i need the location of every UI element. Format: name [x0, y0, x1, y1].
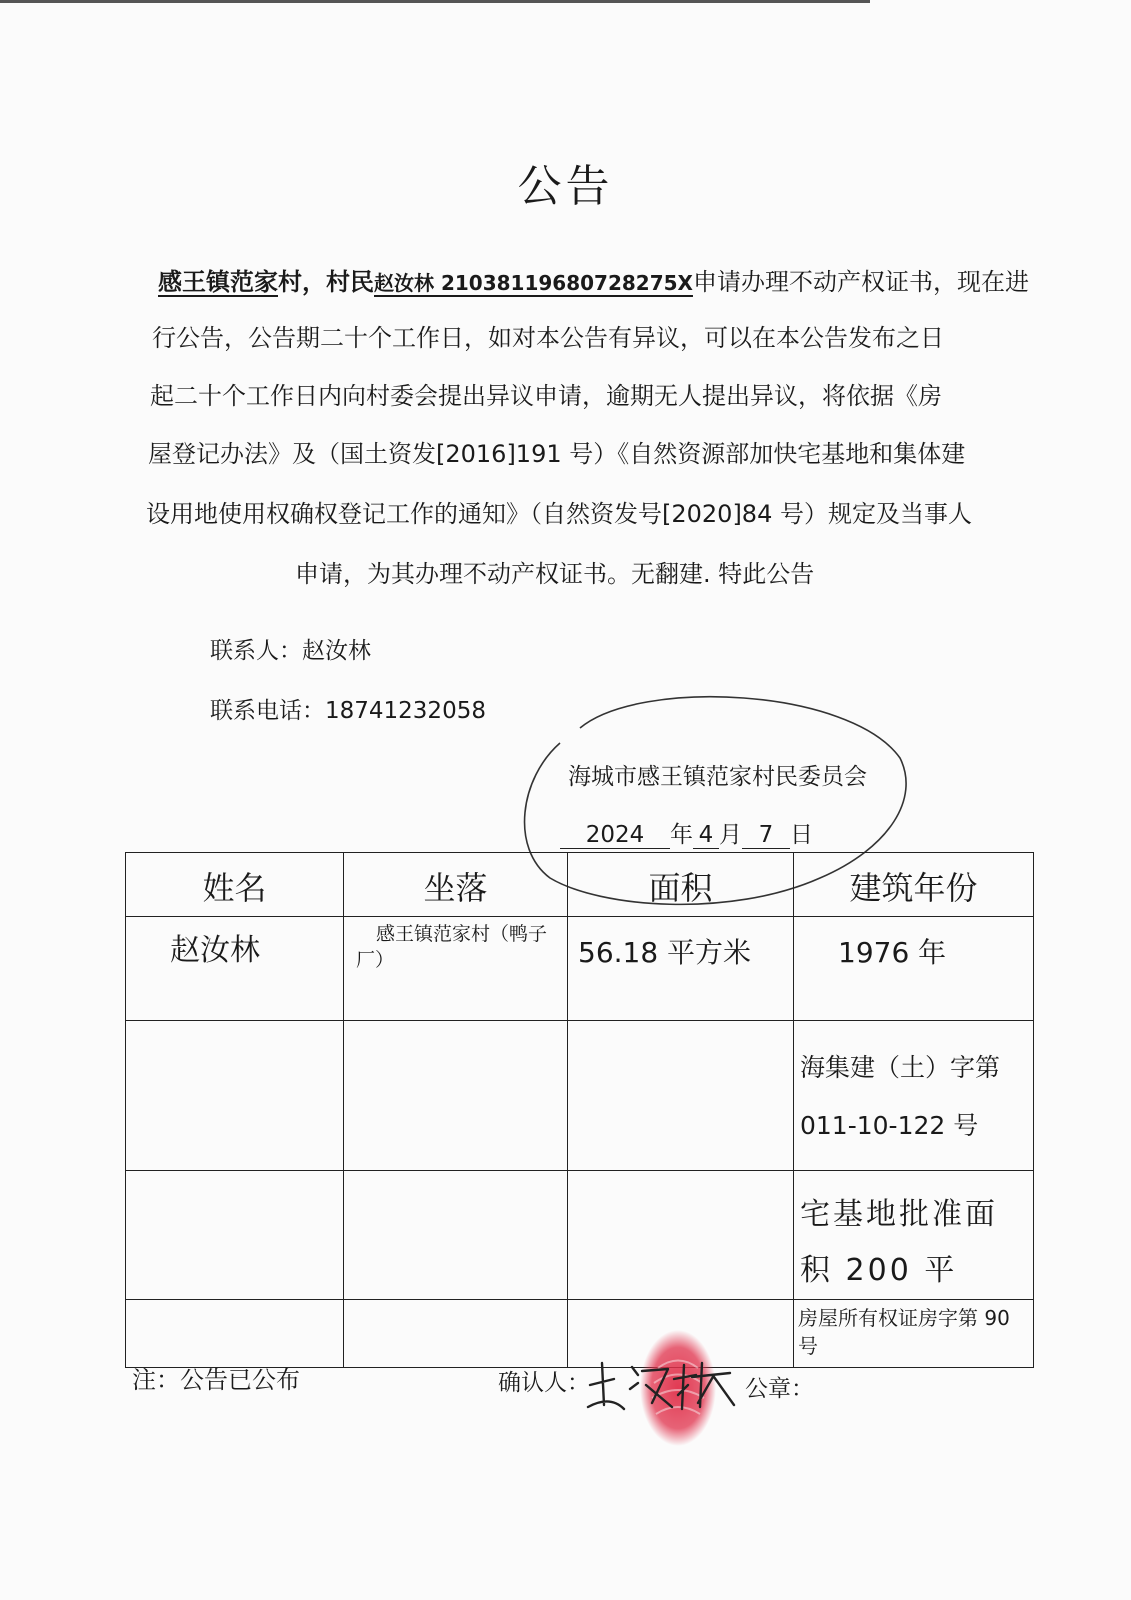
cell-land-cert	[794, 1021, 1034, 1171]
date-year-unit: 年	[670, 822, 693, 848]
cell-empty	[344, 1300, 568, 1368]
cell-homestead-area	[794, 1171, 1034, 1300]
header-area: 面积	[568, 853, 794, 917]
land-cert-line-2: 011-10-122 号	[800, 1111, 979, 1140]
contact-person: 联系人：赵汝林	[210, 638, 371, 664]
date-day: 7	[742, 822, 790, 849]
table-row	[126, 917, 1034, 1021]
date-month: 4	[693, 822, 719, 849]
village-name: 感王镇范家	[158, 268, 278, 296]
registration-table	[125, 852, 1034, 1368]
handwritten-signature	[580, 1345, 740, 1415]
cell-empty	[126, 1171, 344, 1300]
cell-year: 1976 年	[794, 917, 1034, 1021]
paragraph-line-3: 起二十个工作日内向村委会提出异议申请，逾期无人提出异议，将依据《房	[150, 382, 942, 410]
cell-empty	[568, 1021, 794, 1171]
village-suffix: 村，村民	[278, 268, 374, 296]
cell-empty	[344, 1021, 568, 1171]
paragraph-line-6: 申请，为其办理不动产权证书。无翻建. 特此公告	[295, 560, 815, 588]
issue-date	[560, 816, 813, 849]
cell-empty	[344, 1171, 568, 1300]
line1-rest: 申请办理不动产权证书，现在进	[692, 268, 1029, 296]
cell-location: 感王镇范家村（鸭子厂）	[344, 917, 568, 1021]
paragraph-line-5: 设用地使用权确权登记工作的通知》（自然资发号[2020]84 号）规定及当事人	[146, 500, 972, 528]
land-cert-line-1: 海集建（土）字第	[800, 1053, 1001, 1082]
date-year: 2024	[560, 822, 670, 849]
cell-name: 赵汝林	[126, 917, 344, 1021]
cell-house-cert: 房屋所有权证房字第 90 号	[794, 1300, 1034, 1368]
table-row	[126, 1021, 1034, 1171]
header-year: 建筑年份	[794, 853, 1034, 917]
document-title: 公告	[517, 161, 614, 212]
applicant-id: 赵汝林 21038119680728275X	[374, 271, 693, 295]
homestead-line-2: 积 200 平	[800, 1253, 958, 1288]
seal-label: 公章：	[745, 1376, 814, 1402]
header-name: 姓名	[126, 853, 344, 917]
header-location: 坐落	[344, 853, 568, 917]
cell-area: 56.18 平方米	[568, 917, 794, 1021]
issuer-name: 海城市感王镇范家村民委员会	[568, 764, 867, 790]
cell-empty	[126, 1021, 344, 1171]
homestead-line-1: 宅基地批准面	[800, 1197, 998, 1232]
top-edge-line	[0, 0, 870, 3]
table-row	[126, 1171, 1034, 1300]
paragraph-line-2: 行公告，公告期二十个工作日，如对本公告有异议，可以在本公告发布之日	[152, 324, 944, 352]
table-header-row	[126, 853, 1034, 917]
date-month-unit: 月	[719, 822, 742, 848]
paragraph-line-4: 屋登记办法》及（国土资发[2016]191 号）《自然资源部加快宅基地和集体建	[148, 440, 966, 468]
date-day-unit: 日	[790, 822, 813, 848]
cell-empty	[126, 1300, 344, 1368]
cell-empty	[568, 1171, 794, 1300]
contact-phone: 联系电话：18741232058	[210, 698, 486, 724]
paragraph-line-1	[158, 262, 1029, 297]
confirm-label: 确认人：	[498, 1370, 590, 1396]
footer-note: 注：公告已公布	[132, 1366, 300, 1394]
